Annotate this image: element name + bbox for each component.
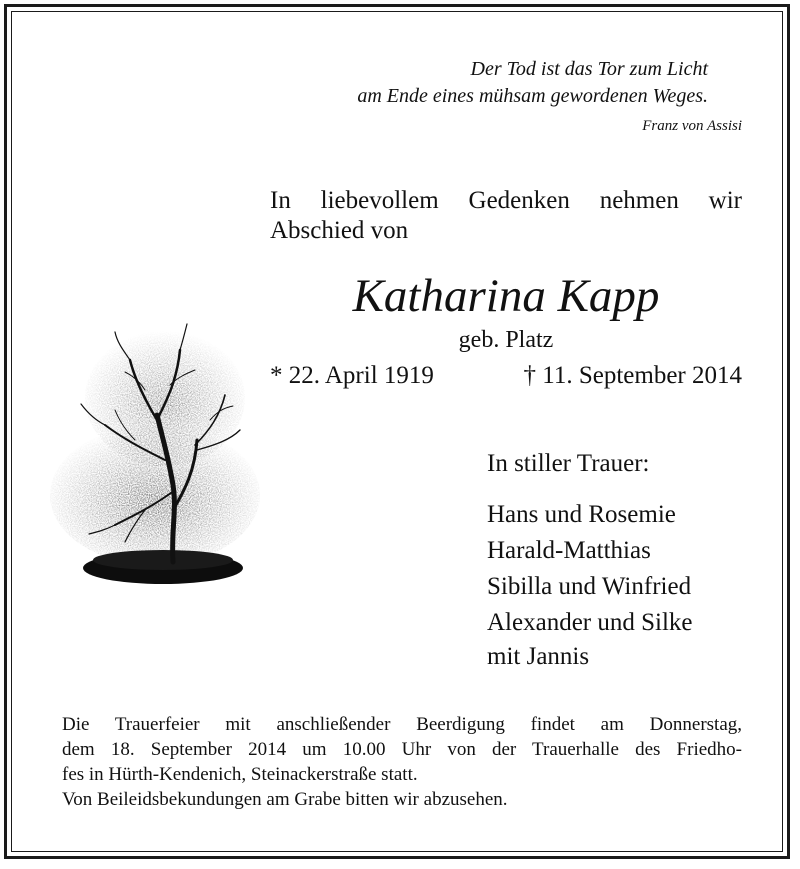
- tree-illustration: [45, 320, 265, 610]
- funeral-line-3: fes in Hürth-Kendenich, Steinackerstraße statt.: [62, 764, 418, 785]
- mourner-name: Hans und Rosemie: [487, 501, 676, 528]
- motto-quote: [248, 56, 708, 110]
- intro-line-2: Abschied von: [270, 217, 409, 244]
- condolence-note: Von Beileidsbekundungen am Grabe bitten wir abzusehen.: [62, 789, 508, 810]
- motto-author: Franz von Assisi: [642, 118, 742, 134]
- mourner-name: Alexander und Silke: [487, 609, 693, 636]
- intro-text: [270, 186, 742, 246]
- deceased-name: Katharina Kapp: [352, 270, 660, 322]
- death-date: † 11. September 2014: [523, 362, 742, 389]
- mourners-heading: In stiller Trauer:: [487, 450, 650, 477]
- intro-word: In: [270, 187, 291, 214]
- mourner-name-continuation: mit Jannis: [487, 643, 590, 670]
- life-dates: [270, 360, 742, 392]
- mourner-name: Harald-Matthias: [487, 537, 651, 564]
- funeral-line-2: dem 18. September 2014 um 10.00 Uhr von der Trauerhalle des Friedho-: [62, 739, 742, 760]
- birth-date: * 22. April 1919: [270, 362, 434, 389]
- intro-word: nehmen: [599, 187, 679, 214]
- funeral-notice: [62, 712, 742, 812]
- intro-word: Gedenken: [468, 187, 570, 214]
- intro-word: liebevollem: [320, 187, 439, 214]
- intro-line-1: [270, 186, 742, 216]
- mourners-list: [487, 448, 747, 673]
- funeral-line-1: Die Trauerfeier mit anschließender Beerdigung findet am Donnerstag,: [62, 714, 742, 735]
- mourner-name: Sibilla und Winfried: [487, 573, 692, 600]
- maiden-name: geb. Platz: [458, 327, 554, 353]
- motto-line-1: Der Tod ist das Tor zum Licht: [470, 58, 708, 80]
- intro-word: wir: [708, 187, 742, 214]
- motto-line-2: am Ende eines mühsam gewordenen Weges.: [357, 85, 708, 107]
